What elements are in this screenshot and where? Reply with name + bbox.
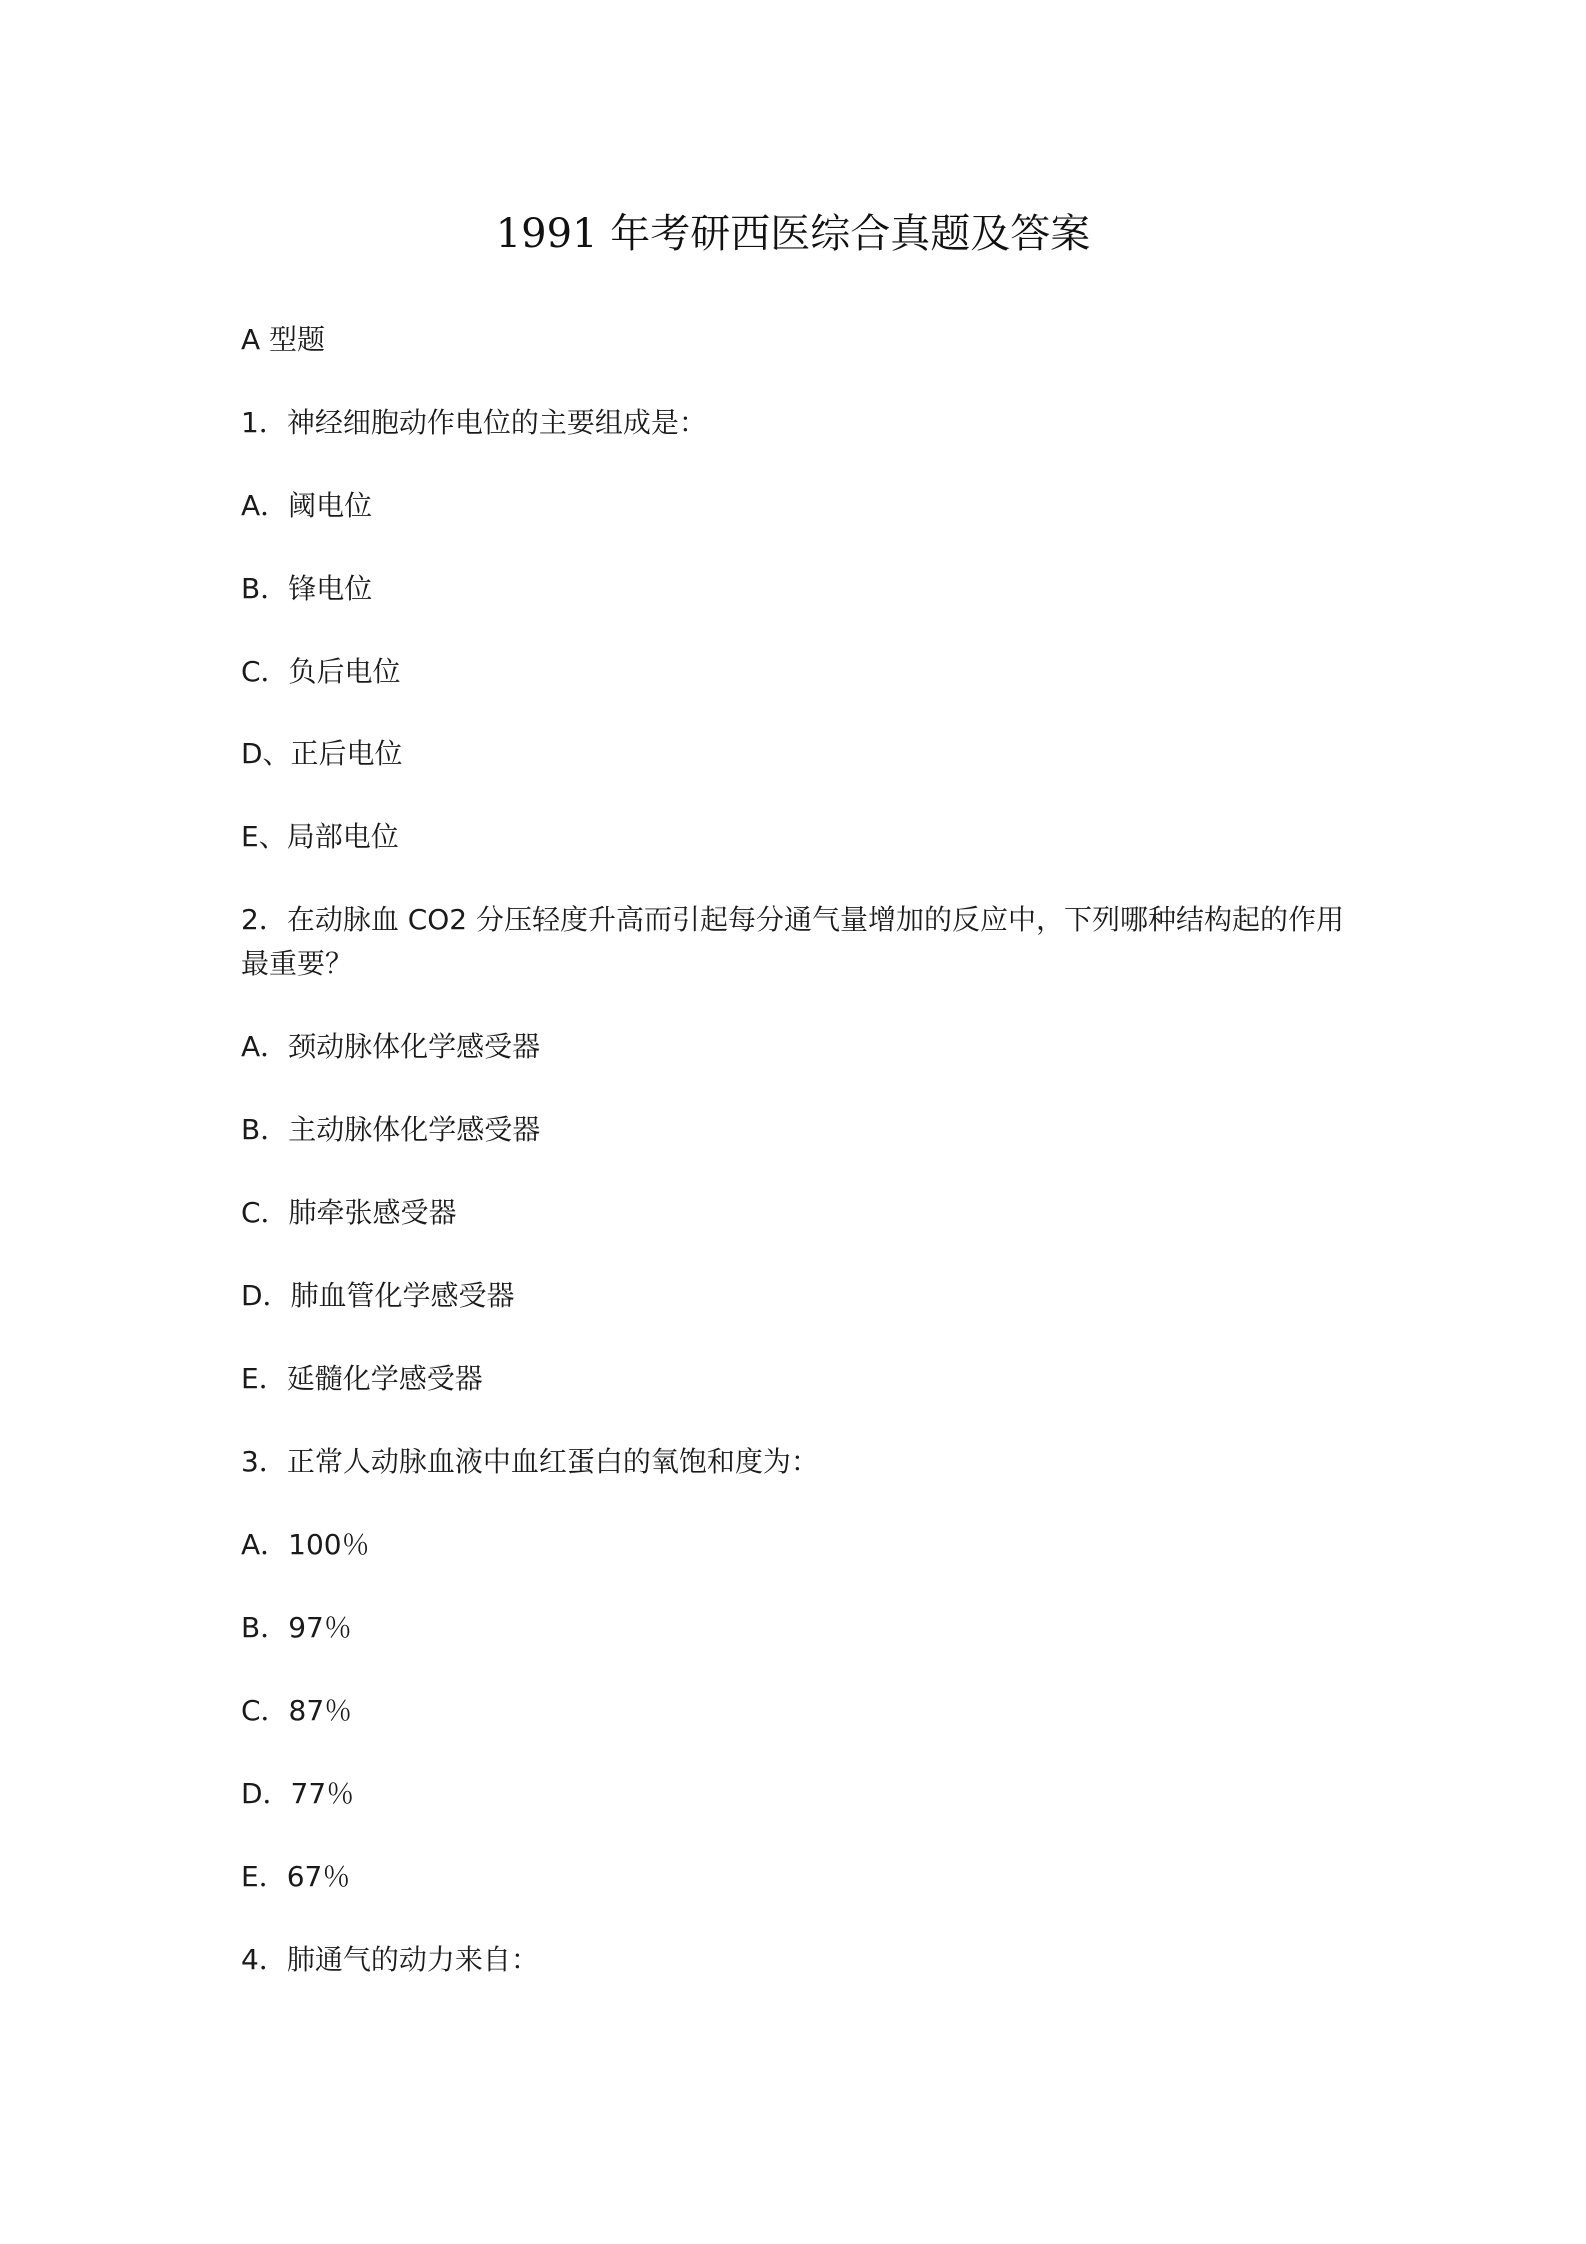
question-3-option-e: E．67％ (241, 1860, 351, 1893)
question-2-option-d: D．肺血管化学感受器 (241, 1279, 515, 1312)
question-4-stem: 4．肺通气的动力来自： (241, 1943, 539, 1976)
question-1-option-a: A．阈电位 (241, 489, 373, 522)
question-1-option-b: B．锋电位 (241, 572, 373, 605)
question-2-option-c: C．肺牵张感受器 (241, 1196, 457, 1229)
question-1-option-d: D、正后电位 (241, 737, 403, 770)
question-1-option-c: C．负后电位 (241, 655, 401, 688)
question-3-stem: 3．正常人动脉血液中血红蛋白的氧饱和度为： (241, 1445, 819, 1478)
question-2-option-e: E．延髓化学感受器 (241, 1362, 483, 1395)
question-1-option-e: E、局部电位 (241, 820, 399, 853)
document-title: 1991 年考研西医综合真题及答案 (495, 211, 1091, 257)
question-3-option-b: B．97％ (241, 1611, 352, 1644)
question-2-stem: 2．在动脉血 CO2 分压轻度升高而引起每分通气量增加的反应中，下列哪种结构起的作用最重要？ (241, 903, 1345, 980)
question-3-option-d: D．77％ (241, 1777, 355, 1810)
question-2-option-b: B．主动脉体化学感受器 (241, 1113, 541, 1146)
section-heading: A 型题 (241, 323, 326, 356)
question-3-option-c: C．87％ (241, 1694, 353, 1727)
question-1-stem: 1．神经细胞动作电位的主要组成是： (241, 406, 707, 439)
question-2-option-a: A．颈动脉体化学感受器 (241, 1030, 541, 1063)
question-3-option-a: A．100％ (241, 1528, 370, 1561)
